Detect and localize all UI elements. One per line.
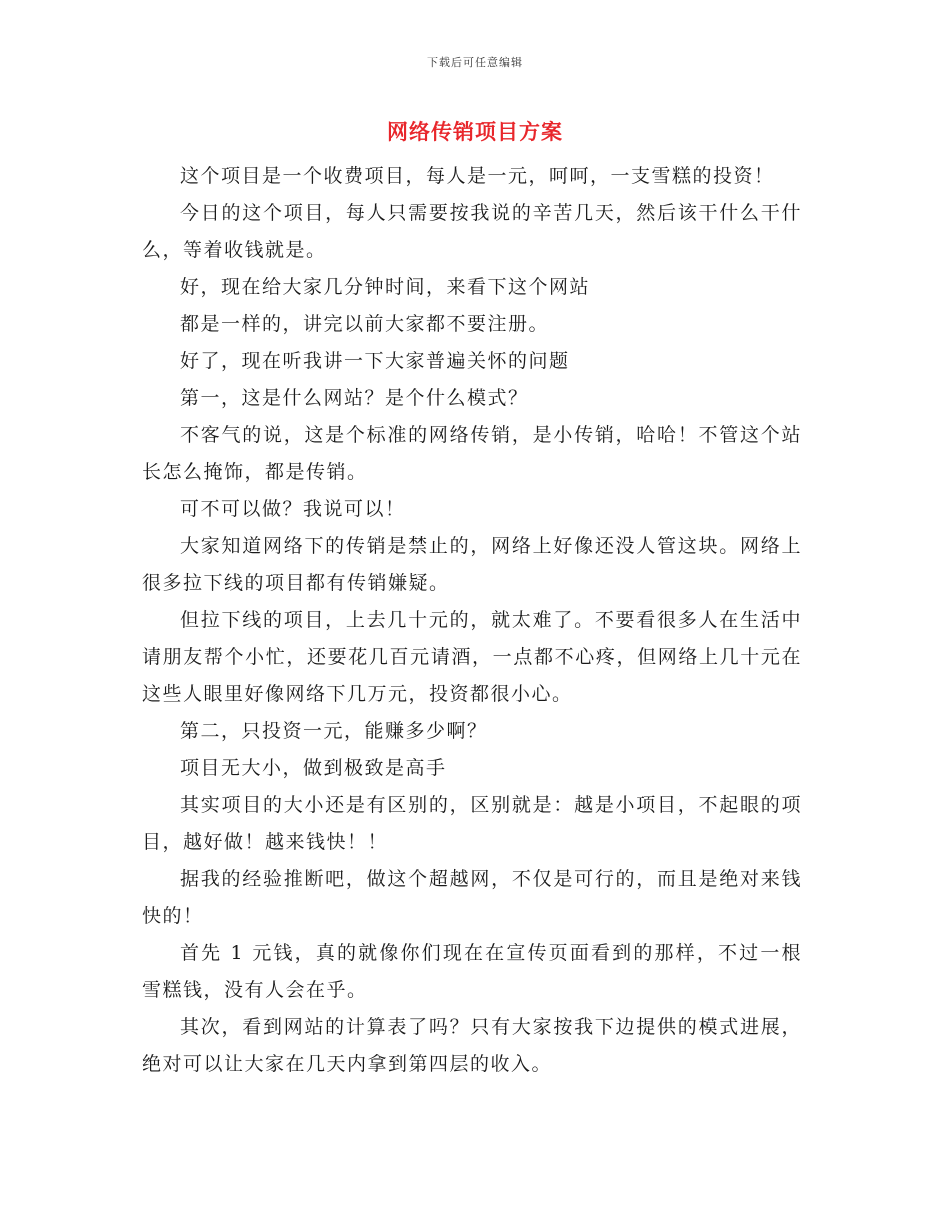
paragraph: 其实项目的大小还是有区别的，区别就是：越是小项目，不起眼的项目，越好做！越来钱快！！ bbox=[142, 794, 802, 853]
paragraph: 项目无大小，做到极致是高手 bbox=[180, 757, 447, 779]
header-note: 下载后可任意编辑 bbox=[427, 56, 523, 69]
paragraph: 第二，只投资一元，能赚多少啊？ bbox=[180, 720, 488, 742]
document-title: 网络传销项目方案 bbox=[387, 119, 563, 144]
paragraph: 但拉下线的项目，上去几十元的，就太难了。不要看很多人在生活中请朋友帮个小忙，还要花几百元请酒，一点都不心疼，但网络上几十元在这些人眼里好像网络下几万元，投资都很小心。 bbox=[142, 609, 802, 705]
paragraph: 大家知道网络下的传销是禁止的，网络上好像还没人管这块。网络上很多拉下线的项目都有传销嫌疑。 bbox=[142, 535, 802, 594]
paragraph: 第一，这是什么网站？是个什么模式？ bbox=[180, 387, 529, 409]
paragraph: 都是一样的，讲完以前大家都不要注册。 bbox=[180, 313, 550, 335]
document-body bbox=[142, 158, 802, 1083]
paragraph: 其次，看到网站的计算表了吗？只有大家按我下边提供的模式进展，绝对可以让大家在几天内拿到第四层的收入。 bbox=[142, 1016, 802, 1075]
paragraph: 这个项目是一个收费项目，每人是一元，呵呵，一支雪糕的投资！ bbox=[180, 165, 775, 187]
paragraph: 首先 1 元钱，真的就像你们现在在宣传页面看到的那样，不过一根雪糕钱，没有人会在乎。 bbox=[142, 942, 802, 1001]
paragraph: 据我的经验推断吧，做这个超越网，不仅是可行的，而且是绝对来钱快的！ bbox=[142, 868, 802, 927]
paragraph: 可不可以做？我说可以！ bbox=[180, 498, 406, 520]
paragraph: 不客气的说，这是个标准的网络传销，是小传销，哈哈！不管这个站长怎么掩饰，都是传销。 bbox=[142, 424, 802, 483]
paragraph: 今日的这个项目，每人只需要按我说的辛苦几天，然后该干什么干什么，等着收钱就是。 bbox=[142, 202, 802, 261]
paragraph: 好，现在给大家几分钟时间，来看下这个网站 bbox=[180, 276, 591, 298]
paragraph: 好了，现在听我讲一下大家普遍关怀的问题 bbox=[180, 350, 570, 372]
